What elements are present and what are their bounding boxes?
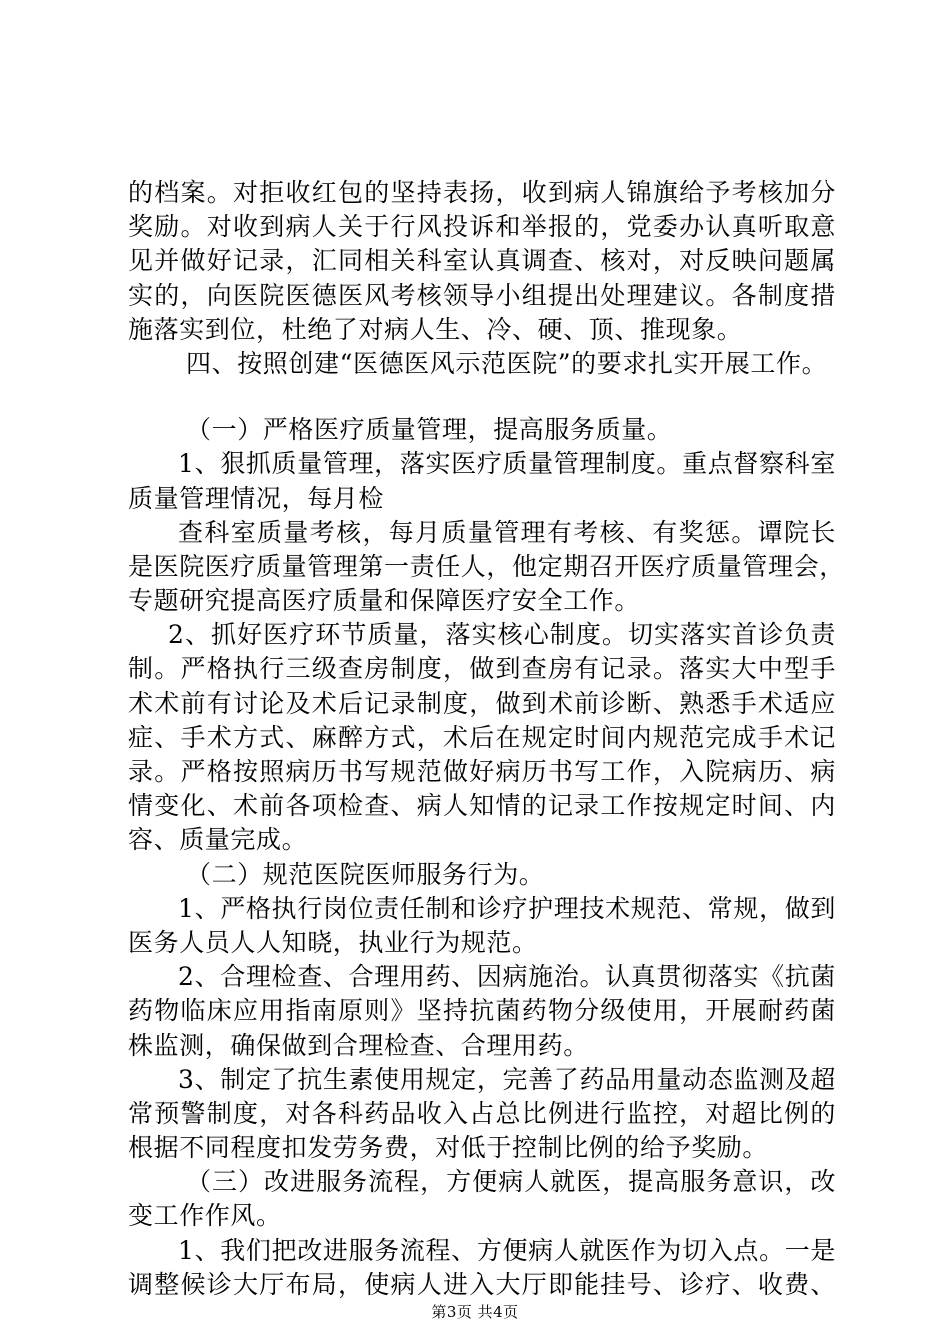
- paragraph-line: 查科室质量考核，每月质量管理有考核、有奖惩。谭院长: [178, 517, 836, 547]
- paragraph-line: 的档案。对拒收红包的坚持表扬，收到病人锦旗给予考核加分: [128, 178, 836, 207]
- paragraph-line: 是医院医疗质量管理第一责任人，他定期召开医疗质量管理会，: [128, 551, 845, 581]
- paragraph-line: 术术前有讨论及术后记录制度，做到术前诊断、熟悉手术适应: [128, 688, 836, 718]
- paragraph-line: 医务人员人人知晓，执业行为规范。: [128, 927, 538, 957]
- paragraph-line: 容、质量完成。: [128, 825, 308, 855]
- paragraph-line: 症、手术方式、麻醉方式，术后在规定时间内规范完成手术记: [128, 722, 836, 752]
- paragraph-line: 1、严格执行岗位责任制和诊疗护理技术规范、常规，做到: [178, 893, 836, 923]
- paragraph-line: 变工作作风。: [128, 1201, 282, 1231]
- paragraph-line: 质量管理情况，每月检: [128, 483, 385, 513]
- paragraph-gap: [128, 381, 836, 413]
- paragraph-line: 实的，向医院医德医风考核领导小组提出处理建议。各制度措: [128, 280, 836, 310]
- paragraph-line: 录。严格按照病历书写规范做好病历书写工作，入院病历、病: [128, 757, 836, 786]
- paragraph-line: 株监测，确保做到合理检查、合理用药。: [128, 1030, 589, 1060]
- paragraph-line: 见并做好记录，汇同相关科室认真调查、核对，对反映问题属: [128, 246, 836, 276]
- section-heading: 四、按照创建“医德医风示范医院”的要求扎实开展工作。: [186, 348, 828, 378]
- paragraph-line: 调整候诊大厅布局，使病人进入大厅即能挂号、诊疗、收费、: [128, 1269, 836, 1299]
- page-number-footer: 第3页 共4页: [431, 1303, 519, 1321]
- paragraph-line: 2、抓好医疗环节质量，落实核心制度。切实落实首诊负责: [168, 620, 836, 650]
- subsection-heading: （三）改进服务流程，方便病人就医，提高服务意识，改: [186, 1167, 836, 1197]
- paragraph-line: 1、狠抓质量管理，落实医疗质量管理制度。重点督察科室: [178, 449, 836, 479]
- paragraph-line: 3、制定了抗生素使用规定，完善了药品用量动态监测及超: [178, 1064, 836, 1094]
- paragraph-line: 2、合理检查、合理用药、因病施治。认真贯彻落实《抗菌: [178, 962, 836, 992]
- paragraph-line: 制。严格执行三级查房制度，做到查房有记录。落实大中型手: [128, 654, 836, 684]
- paragraph-line: 情变化、术前各项检查、病人知情的记录工作按规定时间、内: [128, 791, 836, 821]
- subsection-heading: （一）严格医疗质量管理，提高服务质量。: [186, 415, 673, 445]
- paragraph-line: 根据不同程度扣发劳务费，对低于控制比例的给予奖励。: [128, 1133, 769, 1163]
- paragraph-line: 专题研究提高医疗质量和保障医疗安全工作。: [128, 586, 641, 616]
- paragraph-line: 奖励。对收到病人关于行风投诉和举报的，党委办认真听取意: [128, 212, 836, 242]
- paragraph-line: 药物临床应用指南原则》坚持抗菌药物分级使用，开展耐药菌: [128, 996, 836, 1026]
- paragraph-line: 1、我们把改进服务流程、方便病人就医作为切入点。一是: [178, 1235, 836, 1265]
- paragraph-line: 常预警制度，对各科药品收入占总比例进行监控，对超比例的: [128, 1098, 836, 1128]
- subsection-heading: （二）规范医院医师服务行为。: [186, 859, 545, 889]
- paragraph-line: 施落实到位，杜绝了对病人生、冷、硬、顶、推现象。: [128, 314, 743, 344]
- document-body: [128, 176, 845, 1302]
